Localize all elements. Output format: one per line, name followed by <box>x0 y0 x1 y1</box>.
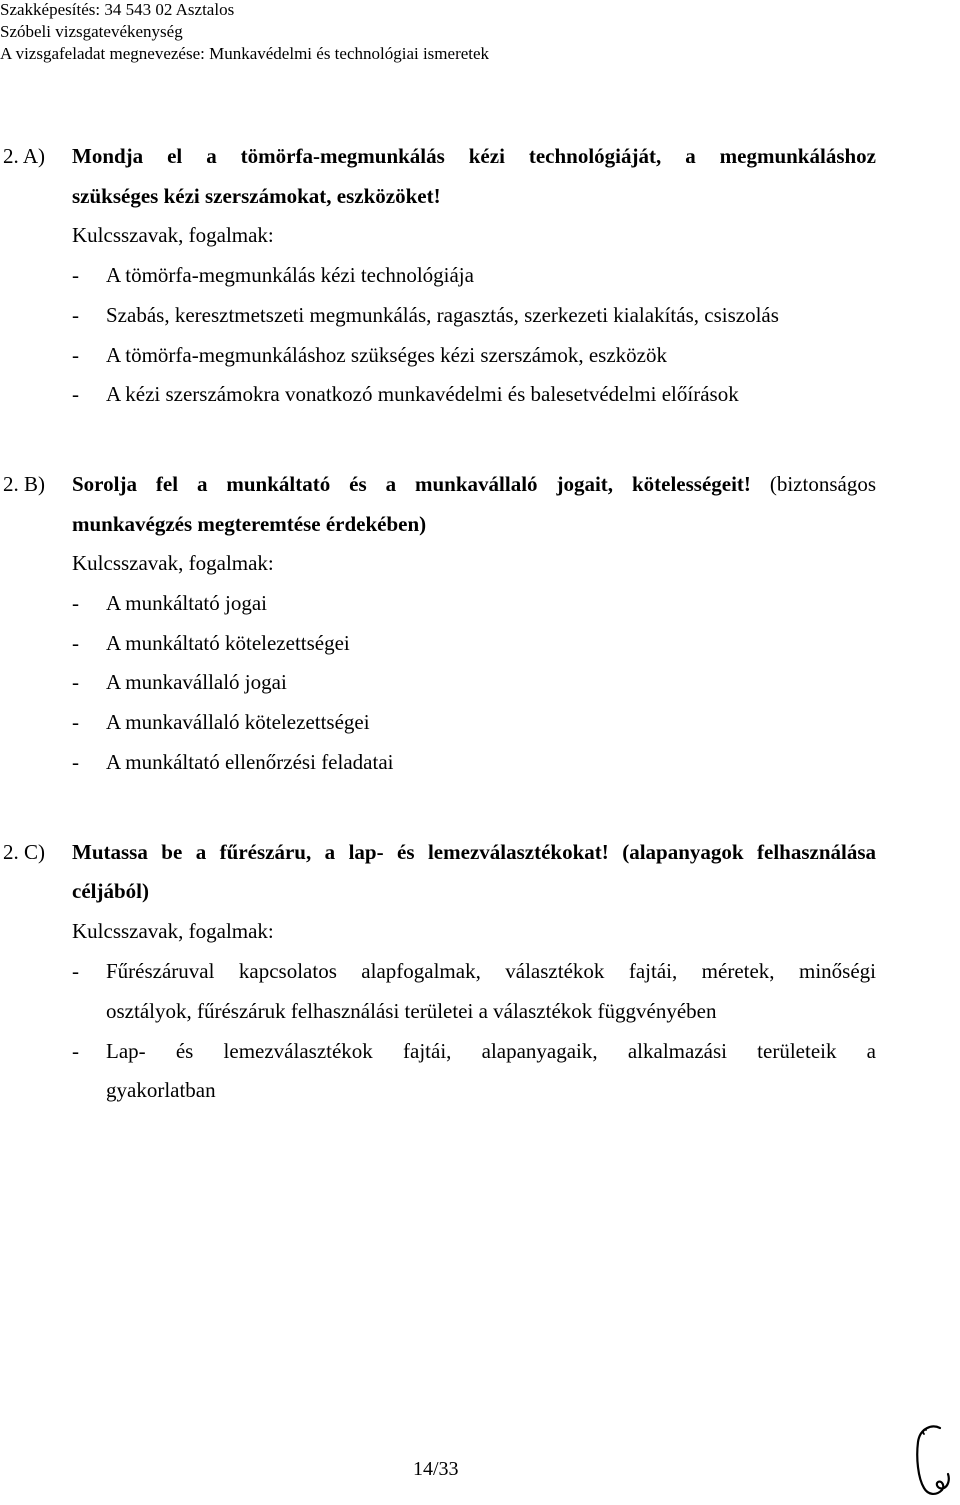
signature-icon <box>912 1420 952 1500</box>
task-b-title-line2: munkavégzés megteremtése érdekében) <box>72 512 427 536</box>
header-exam-activity: Szóbeli vizsgatevékenység <box>0 22 183 41</box>
task-c-item-line1 <box>106 1038 876 1064</box>
list-dash: - <box>72 263 79 287</box>
list-dash: - <box>72 1039 79 1063</box>
task-c-keywords-title: Kulcsszavak, fogalmak: <box>72 919 274 943</box>
task-b-item-text: A munkáltató kötelezettségei <box>106 631 350 655</box>
task-b-keywords-title: Kulcsszavak, fogalmak: <box>72 551 274 575</box>
task-c-title-line2: céljából) <box>72 879 149 903</box>
task-b-title-bold: Sorolja fel a munkáltató és a munkavállaló jogait, kötelességeit! <box>72 472 751 496</box>
page-number: 14/33 <box>413 1458 459 1480</box>
task-a-item-text: A tömörfa-megmunkáláshoz szükséges kézi szerszámok, eszközök <box>106 343 667 367</box>
list-dash: - <box>72 591 79 615</box>
task-b-item-text: A munkavállaló jogai <box>106 670 287 694</box>
task-c-item-line1 <box>106 958 876 984</box>
task-a-keywords-title: Kulcsszavak, fogalmak: <box>72 223 274 247</box>
task-c-number: 2. C) <box>3 840 45 864</box>
list-dash: - <box>72 670 79 694</box>
task-c-item-line2: osztályok, fűrészáruk felhasználási területei a választékok függvényében <box>106 999 717 1023</box>
task-b-item-text: A munkavállaló kötelezettségei <box>106 710 370 734</box>
list-dash: - <box>72 959 79 983</box>
list-dash: - <box>72 303 79 327</box>
task-a-item-text: A tömörfa-megmunkálás kézi technológiája <box>106 263 474 287</box>
task-b-title-line1 <box>72 471 876 497</box>
task-c-title-line1-text <box>72 839 876 865</box>
list-dash: - <box>72 631 79 655</box>
list-dash: - <box>72 343 79 367</box>
task-a-title-line1 <box>72 143 876 169</box>
task-b-item-text: A munkáltató ellenőrzési feladatai <box>106 750 394 774</box>
task-b-title-line1-text <box>72 471 876 497</box>
task-a-title-line2: szükséges kézi szerszámokat, eszközöket! <box>72 184 441 208</box>
task-c-item-line1-text: Lap- és lemezválasztékok fajtái, alapanyagaik, alkalmazási területeik a <box>106 1039 876 1063</box>
task-b-number: 2. B) <box>3 472 45 496</box>
header-exam-task-name: A vizsgafeladat megnevezése: Munkavédelmi és technológiai ismeretek <box>0 44 490 63</box>
list-dash: - <box>72 710 79 734</box>
task-a-title-line1-text: Mondja el a tömörfa-megmunkálás kézi technológiáját, a megmunkáláshoz <box>72 144 876 168</box>
signature-mark <box>912 1420 952 1505</box>
task-c-item-line2: gyakorlatban <box>106 1078 216 1102</box>
task-b-title-note: (biztonságos <box>769 472 876 496</box>
task-a-item-text: A kézi szerszámokra vonatkozó munkavédelmi és balesetvédelmi előírások <box>106 382 739 406</box>
list-dash: - <box>72 750 79 774</box>
task-a-item-text: Szabás, keresztmetszeti megmunkálás, ragasztás, szerkezeti kialakítás, csiszolás <box>106 303 779 327</box>
task-c-title-line1 <box>72 839 876 865</box>
task-c-item-line1-text: Fűrészáruval kapcsolatos alapfogalmak, választékok fajtái, méretek, minőségi <box>106 959 876 983</box>
task-b-item-text: A munkáltató jogai <box>106 591 267 615</box>
task-a-number: 2. A) <box>3 144 45 168</box>
list-dash: - <box>72 382 79 406</box>
header-qualification: Szakképesítés: 34 543 02 Asztalos <box>0 0 235 19</box>
task-c-title-bold: Mutassa be a fűrészáru, a lap- és lemezválasztékokat! <box>72 840 609 864</box>
task-c-title-note: (alapanyagok felhasználása <box>622 840 877 864</box>
